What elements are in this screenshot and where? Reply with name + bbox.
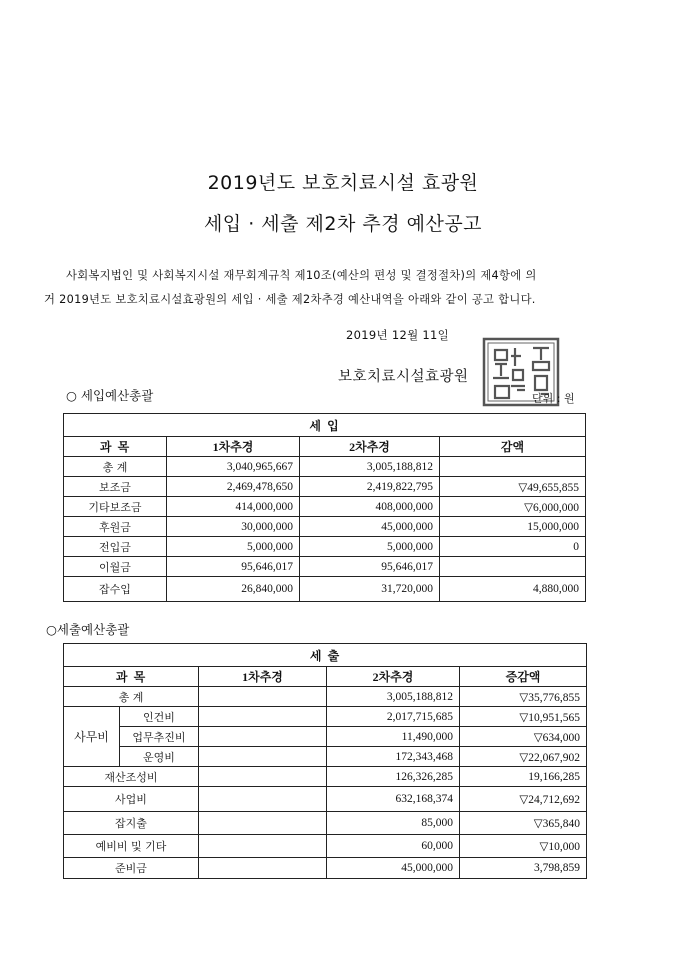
row-first <box>199 767 327 787</box>
col-header-diff: 증감액 <box>460 667 587 687</box>
row-first: 2,469,478,650 <box>167 477 300 497</box>
table-row <box>64 457 586 477</box>
row-second: 2,017,715,685 <box>327 707 460 727</box>
group-label: 사무비 <box>64 707 120 767</box>
col-header-second: 2차추경 <box>300 437 440 457</box>
row-diff: ▽634,000 <box>460 727 587 747</box>
row-item: 업무추진비 <box>120 727 199 747</box>
organization-name: 보호치료시설효광원 <box>338 369 469 385</box>
expense-header-row <box>64 667 587 687</box>
revenue-table-title: 세 입 <box>64 414 586 437</box>
row-diff: ▽35,776,855 <box>460 687 587 707</box>
expense-title-row <box>64 644 587 667</box>
row-item: 사업비 <box>64 787 199 812</box>
row-diff: 4,880,000 <box>440 577 586 602</box>
row-item: 잡지출 <box>64 812 199 835</box>
row-diff <box>440 557 586 577</box>
row-second: 172,343,468 <box>327 747 460 767</box>
revenue-title-row <box>64 414 586 437</box>
row-first <box>199 787 327 812</box>
table-row <box>64 517 586 537</box>
row-item: 잡수입 <box>64 577 167 602</box>
row-diff: 3,798,859 <box>460 858 587 879</box>
table-row <box>64 787 587 812</box>
table-row <box>64 858 587 879</box>
row-first <box>199 835 327 858</box>
row-first: 3,040,965,667 <box>167 457 300 477</box>
row-second: 31,720,000 <box>300 577 440 602</box>
table-row <box>64 812 587 835</box>
table-row <box>64 497 586 517</box>
row-diff: ▽22,067,902 <box>460 747 587 767</box>
row-item: 이월금 <box>64 557 167 577</box>
table-row <box>64 707 587 727</box>
table-row <box>64 687 587 707</box>
unit-label: 단위 : 원 <box>532 392 575 405</box>
table-row <box>64 537 586 557</box>
row-diff: ▽24,712,692 <box>460 787 587 812</box>
revenue-table <box>63 413 586 602</box>
row-diff: ▽365,840 <box>460 812 587 835</box>
table-row <box>64 477 586 497</box>
row-second: 632,168,374 <box>327 787 460 812</box>
row-item: 전입금 <box>64 537 167 557</box>
row-diff: 19,166,285 <box>460 767 587 787</box>
col-header-first: 1차추경 <box>167 437 300 457</box>
col-header-item: 과 목 <box>64 667 199 687</box>
row-diff: 15,000,000 <box>440 517 586 537</box>
col-header-item: 과 목 <box>64 437 167 457</box>
col-header-diff: 감액 <box>440 437 586 457</box>
col-header-first: 1차추경 <box>199 667 327 687</box>
notice-date: 2019년 12월 11일 <box>346 328 450 342</box>
row-first: 26,840,000 <box>167 577 300 602</box>
row-item: 기타보조금 <box>64 497 167 517</box>
col-header-second: 2차추경 <box>327 667 460 687</box>
row-second: 85,000 <box>327 812 460 835</box>
row-item: 재산조성비 <box>64 767 199 787</box>
row-second: 5,000,000 <box>300 537 440 557</box>
table-row <box>64 727 587 747</box>
row-diff: ▽10,951,565 <box>460 707 587 727</box>
row-item: 준비금 <box>64 858 199 879</box>
intro-line-1: 사회복지법인 및 사회복지시설 재무회계규칙 제10조(예산의 편성 및 결정절차)의 제4항에 의 <box>66 269 537 282</box>
row-diff: 0 <box>440 537 586 557</box>
table-row <box>64 557 586 577</box>
page-subtitle: 세입 · 세출 제2차 추경 예산공고 <box>203 213 483 235</box>
row-item: 보조금 <box>64 477 167 497</box>
row-first <box>199 858 327 879</box>
row-second: 3,005,188,812 <box>300 457 440 477</box>
row-second: 3,005,188,812 <box>327 687 460 707</box>
row-first: 5,000,000 <box>167 537 300 557</box>
row-second: 11,490,000 <box>327 727 460 747</box>
row-first <box>199 812 327 835</box>
row-item: 인건비 <box>120 707 199 727</box>
row-first <box>199 727 327 747</box>
row-diff: ▽49,655,855 <box>440 477 586 497</box>
row-item: 총 계 <box>64 457 167 477</box>
row-second: 408,000,000 <box>300 497 440 517</box>
revenue-header-row <box>64 437 586 457</box>
row-second: 45,000,000 <box>300 517 440 537</box>
revenue-section-title: ○ 세입예산총괄 <box>66 388 154 403</box>
expense-section-title: ○세출예산총괄 <box>46 622 130 637</box>
table-row <box>64 747 587 767</box>
table-row <box>64 767 587 787</box>
row-second: 2,419,822,795 <box>300 477 440 497</box>
row-diff: ▽10,000 <box>460 835 587 858</box>
row-item: 운영비 <box>120 747 199 767</box>
row-second: 126,326,285 <box>327 767 460 787</box>
row-second: 95,646,017 <box>300 557 440 577</box>
row-first <box>199 707 327 727</box>
expense-table <box>63 643 587 879</box>
row-first <box>199 687 327 707</box>
row-second: 45,000,000 <box>327 858 460 879</box>
expense-table-title: 세 출 <box>64 644 587 667</box>
intro-line-2: 거 2019년도 보호치료시설효광원의 세입 · 세출 제2차추경 예산내역을 아래와 같이 공고 합니다. <box>44 293 536 306</box>
page-title: 2019년도 보호치료시설 효광원 <box>207 172 479 194</box>
row-first <box>199 747 327 767</box>
row-item: 예비비 및 기타 <box>64 835 199 858</box>
table-row <box>64 835 587 858</box>
row-item: 총 계 <box>64 687 199 707</box>
row-first: 414,000,000 <box>167 497 300 517</box>
row-second: 60,000 <box>327 835 460 858</box>
row-diff <box>440 457 586 477</box>
row-first: 30,000,000 <box>167 517 300 537</box>
row-diff: ▽6,000,000 <box>440 497 586 517</box>
row-first: 95,646,017 <box>167 557 300 577</box>
row-item: 후원금 <box>64 517 167 537</box>
table-row <box>64 577 586 602</box>
